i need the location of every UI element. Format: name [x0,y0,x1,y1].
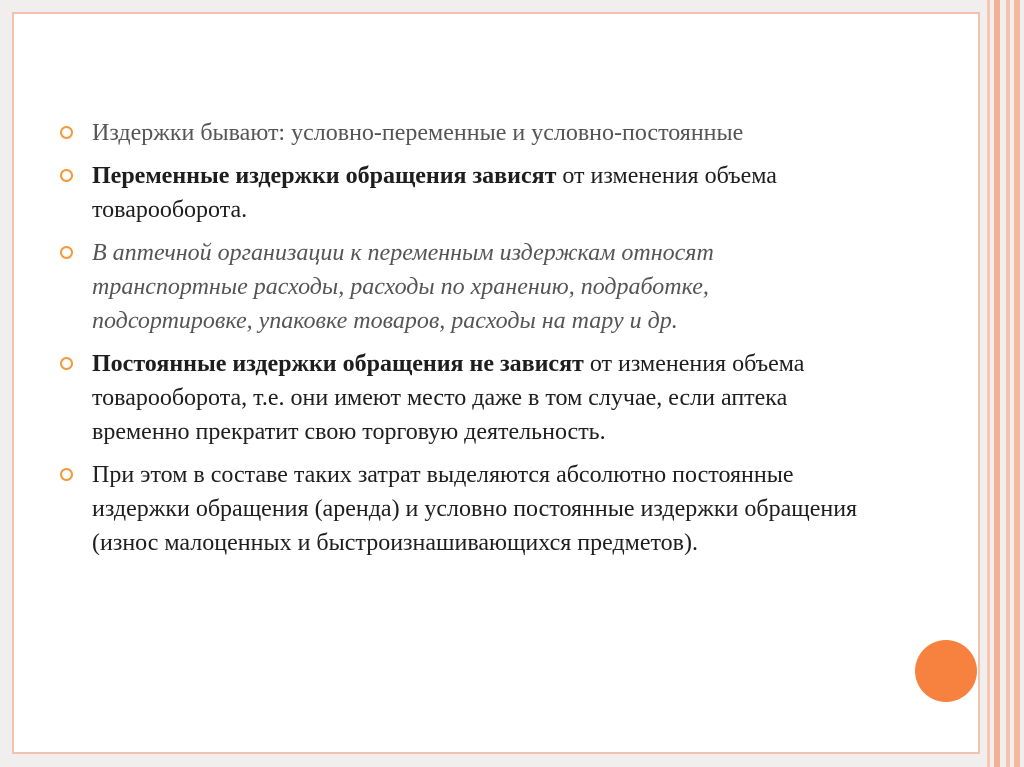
bullet-list [58,116,858,569]
bullet-text: Издержки бывают: условно-переменные и условно-постоянные [92,120,744,146]
bullet-bold-text: Переменные издержки обращения зависят [92,163,557,189]
bullet-text: от изменения объема товарооборота. [92,163,777,223]
bullet-ring-icon [60,357,73,370]
bullet-item-2 [58,159,858,227]
bullet-item-4 [58,347,858,449]
bullet-item-3 [58,236,858,338]
stripe [1014,0,1020,767]
accent-circle [915,640,977,702]
stripe [987,0,990,767]
stripe [1006,0,1010,767]
stripe [994,0,1000,767]
bullet-ring-icon [60,246,73,259]
bullet-ring-icon [60,126,73,139]
bullet-text: В аптечной организации к переменным издержкам относят транспортные расходы, расходы по хранению, подработке, подсортировке, упаковке товаров, расходы на тару и др. [92,240,714,334]
bullet-ring-icon [60,169,73,182]
bullet-ring-icon [60,468,73,481]
bullet-item-5 [58,458,858,560]
bullet-item-1 [58,116,858,150]
bullet-bold-text: Постоянные издержки обращения не зависят [92,351,584,377]
bullet-text: При этом в составе таких затрат выделяются абсолютно постоянные издержки обращения (аренда) и условно постоянные издержки обращения (износ малоценных и быстроизнашивающихся предметов). [92,462,858,556]
decorative-stripes [982,0,1024,767]
bullet-text: от изменения объема товарооборота, т.е. они имеют место даже в том случае, если аптека временно прекратит свою торговую деятельность. [92,351,805,445]
